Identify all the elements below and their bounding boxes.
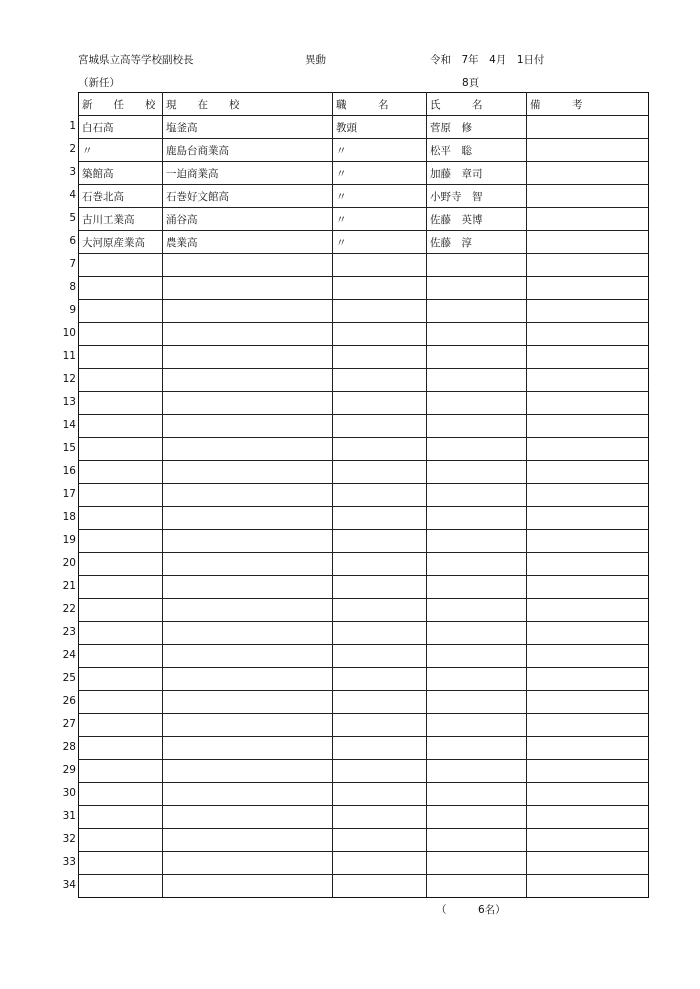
cell-current-school [163, 760, 333, 783]
row-number: 24 [62, 649, 76, 661]
header-current-school: 現 在 校 [163, 93, 333, 116]
row-number: 1 [69, 120, 76, 132]
cell-new-school [79, 507, 163, 530]
cell-current-school [163, 783, 333, 806]
cell-position [333, 645, 427, 668]
cell-new-school [79, 691, 163, 714]
cell-new-school [79, 760, 163, 783]
cell-name: 佐藤 淳 [427, 231, 527, 254]
cell-new-school [79, 599, 163, 622]
cell-name [427, 507, 527, 530]
cell-new-school [79, 737, 163, 760]
cell-current-school [163, 438, 333, 461]
cell-current-school [163, 668, 333, 691]
cell-name [427, 714, 527, 737]
cell-name [427, 622, 527, 645]
cell-position [333, 507, 427, 530]
cell-position [333, 714, 427, 737]
table-row [79, 737, 649, 760]
table-row [79, 438, 649, 461]
cell-new-school [79, 300, 163, 323]
cell-current-school [163, 300, 333, 323]
cell-new-school: 大河原産業高 [79, 231, 163, 254]
cell-new-school [79, 484, 163, 507]
cell-remarks [527, 208, 649, 231]
category-label: （新任） [78, 77, 120, 89]
cell-position [333, 438, 427, 461]
row-number: 7 [69, 258, 76, 270]
cell-current-school [163, 392, 333, 415]
table-row [79, 254, 649, 277]
row-number: 12 [62, 373, 76, 385]
cell-name [427, 599, 527, 622]
cell-name [427, 875, 527, 898]
row-number: 28 [62, 741, 76, 753]
cell-remarks [527, 530, 649, 553]
cell-current-school [163, 553, 333, 576]
cell-remarks [527, 415, 649, 438]
cell-position [333, 599, 427, 622]
cell-current-school: 鹿島台商業高 [163, 139, 333, 162]
cell-current-school [163, 369, 333, 392]
cell-name [427, 346, 527, 369]
row-number: 18 [62, 511, 76, 523]
row-number: 23 [62, 626, 76, 638]
cell-name [427, 530, 527, 553]
row-numbers [56, 115, 76, 897]
cell-remarks [527, 300, 649, 323]
table-row [79, 691, 649, 714]
cell-position [333, 461, 427, 484]
row-number: 11 [62, 350, 76, 362]
cell-name [427, 783, 527, 806]
row-number: 30 [62, 787, 76, 799]
cell-position [333, 875, 427, 898]
cell-new-school [79, 323, 163, 346]
row-number: 26 [62, 695, 76, 707]
table-row [79, 622, 649, 645]
cell-name [427, 300, 527, 323]
cell-position [333, 323, 427, 346]
table-row [79, 231, 649, 254]
cell-position [333, 576, 427, 599]
cell-position: 〃 [333, 162, 427, 185]
document-type: 異動 [305, 54, 326, 66]
cell-new-school [79, 254, 163, 277]
cell-name [427, 760, 527, 783]
row-number: 29 [62, 764, 76, 776]
cell-new-school [79, 668, 163, 691]
row-number: 19 [62, 534, 76, 546]
cell-remarks [527, 806, 649, 829]
cell-new-school [79, 415, 163, 438]
cell-new-school [79, 576, 163, 599]
cell-name [427, 829, 527, 852]
cell-remarks [527, 438, 649, 461]
table-row [79, 208, 649, 231]
cell-name [427, 438, 527, 461]
cell-remarks [527, 599, 649, 622]
cell-current-school [163, 599, 333, 622]
row-number: 6 [69, 235, 76, 247]
cell-current-school: 塩釜高 [163, 116, 333, 139]
table-row [79, 415, 649, 438]
cell-position [333, 392, 427, 415]
row-number: 27 [62, 718, 76, 730]
cell-new-school [79, 438, 163, 461]
cell-position [333, 668, 427, 691]
cell-name [427, 392, 527, 415]
table-row [79, 576, 649, 599]
cell-position [333, 622, 427, 645]
cell-current-school [163, 507, 333, 530]
cell-name [427, 323, 527, 346]
row-number: 15 [62, 442, 76, 454]
table-row [79, 645, 649, 668]
cell-position: 〃 [333, 185, 427, 208]
row-number: 2 [69, 143, 76, 155]
cell-remarks [527, 277, 649, 300]
cell-new-school [79, 277, 163, 300]
table-row [79, 323, 649, 346]
cell-new-school [79, 392, 163, 415]
row-number: 21 [62, 580, 76, 592]
cell-name [427, 553, 527, 576]
page-number: 8頁 [462, 77, 480, 89]
cell-remarks [527, 875, 649, 898]
cell-name [427, 737, 527, 760]
cell-remarks [527, 484, 649, 507]
row-number: 4 [69, 189, 76, 201]
row-number: 5 [69, 212, 76, 224]
cell-new-school [79, 875, 163, 898]
row-number: 31 [62, 810, 76, 822]
cell-name: 松平 聡 [427, 139, 527, 162]
cell-current-school [163, 691, 333, 714]
cell-name [427, 576, 527, 599]
table-row [79, 392, 649, 415]
table-row [79, 668, 649, 691]
header-row [79, 93, 649, 116]
cell-name [427, 461, 527, 484]
table-row [79, 300, 649, 323]
cell-position [333, 829, 427, 852]
cell-new-school [79, 622, 163, 645]
table-row [79, 277, 649, 300]
cell-position: 〃 [333, 139, 427, 162]
total-count: （ 6名） [436, 904, 506, 916]
cell-position [333, 484, 427, 507]
cell-new-school [79, 553, 163, 576]
cell-position [333, 277, 427, 300]
cell-current-school [163, 737, 333, 760]
cell-remarks [527, 507, 649, 530]
document-title: 宮城県立高等学校副校長 [78, 54, 194, 66]
row-number: 22 [62, 603, 76, 615]
table-row [79, 484, 649, 507]
table-row [79, 875, 649, 898]
cell-current-school: 農業高 [163, 231, 333, 254]
cell-new-school [79, 852, 163, 875]
cell-current-school [163, 530, 333, 553]
cell-remarks [527, 714, 649, 737]
cell-new-school [79, 369, 163, 392]
cell-current-school [163, 875, 333, 898]
cell-new-school [79, 783, 163, 806]
cell-current-school [163, 415, 333, 438]
cell-new-school: 古川工業高 [79, 208, 163, 231]
table-row [79, 116, 649, 139]
cell-remarks [527, 622, 649, 645]
cell-position [333, 737, 427, 760]
cell-remarks [527, 116, 649, 139]
table-row [79, 714, 649, 737]
cell-remarks [527, 576, 649, 599]
table-row [79, 760, 649, 783]
cell-remarks [527, 737, 649, 760]
cell-name: 菅原 修 [427, 116, 527, 139]
table-row [79, 346, 649, 369]
cell-remarks [527, 829, 649, 852]
cell-name [427, 668, 527, 691]
row-number: 10 [62, 327, 76, 339]
cell-remarks [527, 369, 649, 392]
table-row [79, 829, 649, 852]
table-row [79, 185, 649, 208]
cell-name [427, 277, 527, 300]
header-position: 職 名 [333, 93, 427, 116]
cell-current-school: 涌谷高 [163, 208, 333, 231]
table-row [79, 530, 649, 553]
cell-remarks [527, 323, 649, 346]
cell-current-school: 一迫商業高 [163, 162, 333, 185]
cell-position [333, 530, 427, 553]
cell-name: 加藤 章司 [427, 162, 527, 185]
cell-new-school [79, 645, 163, 668]
cell-name [427, 254, 527, 277]
cell-position [333, 760, 427, 783]
header-remarks: 備 考 [527, 93, 649, 116]
table-row [79, 139, 649, 162]
cell-remarks [527, 461, 649, 484]
cell-remarks [527, 231, 649, 254]
row-number: 20 [62, 557, 76, 569]
cell-position [333, 300, 427, 323]
cell-new-school [79, 346, 163, 369]
cell-remarks [527, 254, 649, 277]
cell-current-school [163, 714, 333, 737]
cell-current-school [163, 461, 333, 484]
cell-remarks [527, 852, 649, 875]
row-number: 34 [62, 879, 76, 891]
row-number: 16 [62, 465, 76, 477]
cell-new-school [79, 530, 163, 553]
row-number: 25 [62, 672, 76, 684]
cell-remarks [527, 668, 649, 691]
cell-current-school [163, 806, 333, 829]
row-number: 3 [69, 166, 76, 178]
row-number: 32 [62, 833, 76, 845]
cell-name [427, 369, 527, 392]
row-number: 13 [62, 396, 76, 408]
cell-remarks [527, 162, 649, 185]
table-row [79, 369, 649, 392]
table-row [79, 461, 649, 484]
cell-name [427, 691, 527, 714]
row-number: 17 [62, 488, 76, 500]
cell-current-school [163, 852, 333, 875]
cell-remarks [527, 691, 649, 714]
row-number: 14 [62, 419, 76, 431]
cell-remarks [527, 392, 649, 415]
header-new-school: 新 任 校 [79, 93, 163, 116]
cell-position: 教頭 [333, 116, 427, 139]
cell-remarks [527, 139, 649, 162]
cell-position [333, 415, 427, 438]
table-body [79, 93, 649, 898]
cell-name [427, 415, 527, 438]
cell-position: 〃 [333, 208, 427, 231]
table-row [79, 783, 649, 806]
cell-position [333, 783, 427, 806]
cell-name [427, 806, 527, 829]
cell-current-school [163, 576, 333, 599]
cell-new-school: 石巻北高 [79, 185, 163, 208]
cell-position [333, 346, 427, 369]
cell-remarks [527, 645, 649, 668]
cell-current-school [163, 254, 333, 277]
table-row [79, 507, 649, 530]
cell-current-school [163, 645, 333, 668]
row-number: 33 [62, 856, 76, 868]
cell-position [333, 806, 427, 829]
table-row [79, 599, 649, 622]
cell-name [427, 484, 527, 507]
header-name: 氏 名 [427, 93, 527, 116]
cell-current-school [163, 277, 333, 300]
cell-new-school [79, 461, 163, 484]
cell-position [333, 553, 427, 576]
cell-name: 小野寺 智 [427, 185, 527, 208]
table-row [79, 553, 649, 576]
cell-current-school [163, 323, 333, 346]
cell-current-school [163, 484, 333, 507]
cell-name [427, 852, 527, 875]
cell-new-school: 白石高 [79, 116, 163, 139]
cell-current-school [163, 346, 333, 369]
cell-new-school: 築館高 [79, 162, 163, 185]
cell-name: 佐藤 英博 [427, 208, 527, 231]
effective-date: 令和 7年 4月 1日付 [430, 54, 545, 66]
cell-position: 〃 [333, 231, 427, 254]
cell-current-school [163, 622, 333, 645]
cell-current-school: 石巻好文館高 [163, 185, 333, 208]
cell-remarks [527, 346, 649, 369]
cell-current-school [163, 829, 333, 852]
cell-new-school [79, 806, 163, 829]
cell-position [333, 254, 427, 277]
table-row [79, 806, 649, 829]
cell-position [333, 852, 427, 875]
cell-remarks [527, 783, 649, 806]
row-number: 9 [69, 304, 76, 316]
cell-new-school: 〃 [79, 139, 163, 162]
cell-remarks [527, 185, 649, 208]
cell-new-school [79, 714, 163, 737]
table-row [79, 162, 649, 185]
cell-remarks [527, 553, 649, 576]
personnel-table [78, 92, 649, 898]
table-row [79, 852, 649, 875]
cell-new-school [79, 829, 163, 852]
cell-remarks [527, 760, 649, 783]
cell-position [333, 691, 427, 714]
cell-name [427, 645, 527, 668]
row-number: 8 [69, 281, 76, 293]
cell-position [333, 369, 427, 392]
